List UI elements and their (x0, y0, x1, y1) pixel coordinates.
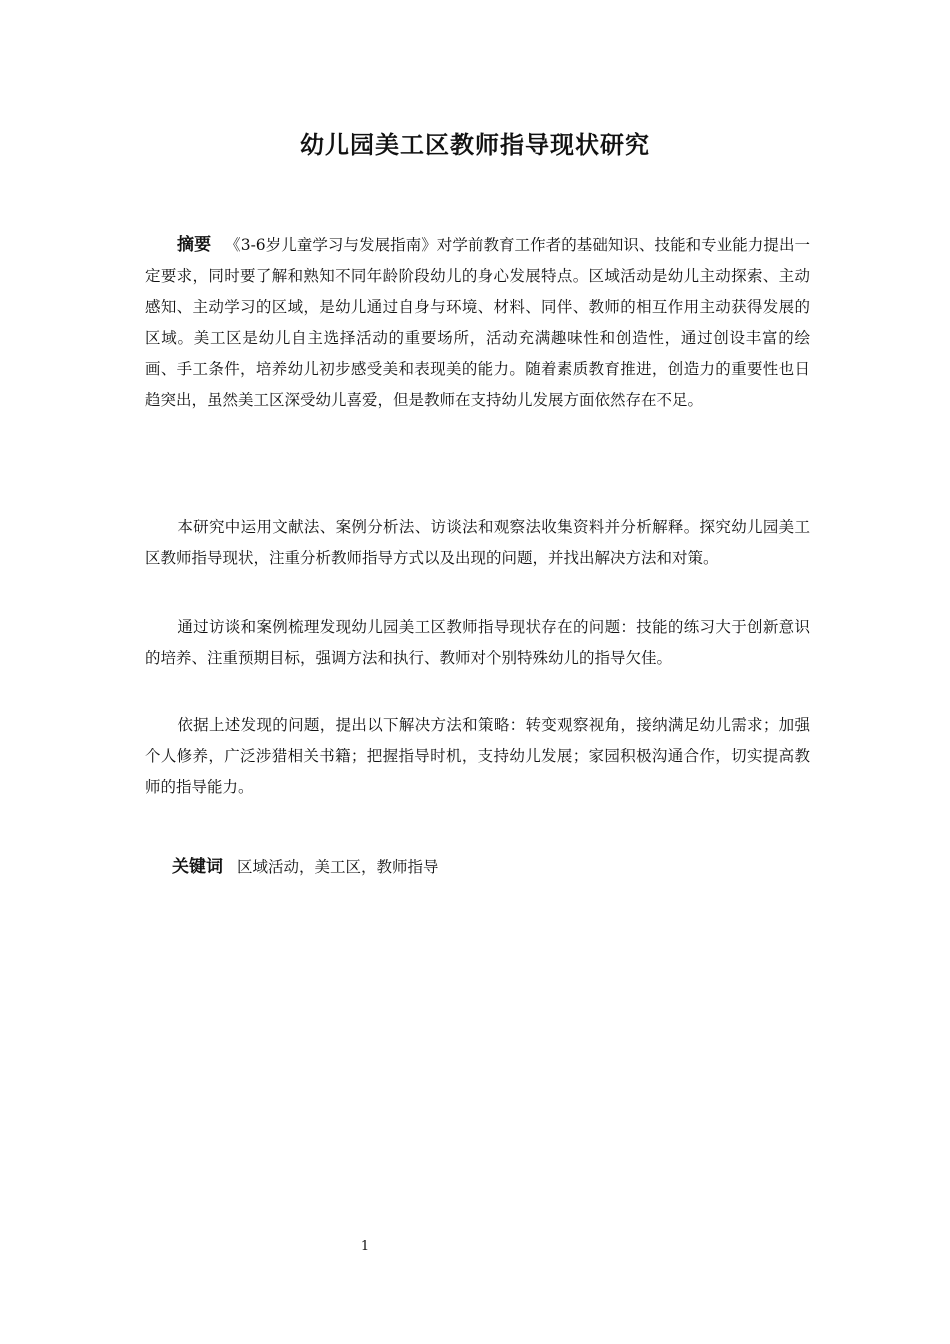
paragraph-text: 通过访谈和案例梳理发现幼儿园美工区教师指导现状存在的问题：技能的练习大于创新意识的培养、注重预期目标，强调方法和执行、教师对个别特殊幼儿的指导欠佳。 (145, 618, 810, 667)
page-number: 1 (360, 1239, 370, 1254)
abstract-text: 《3-6岁儿童学习与发展指南》对学前教育工作者的基础知识、技能和专业能力提出一定要求，同时要了解和熟知不同年龄阶段幼儿的身心发展特点。区域活动是幼儿主动探索、主动感知、主动学习的区域，是幼儿通过自身与环境、材料、同伴、教师的相互作用主动获得发展的区域。美工区是幼儿自主选择活动的重要场所，活动充满趣味性和创造性，通过创设丰富的绘画、手工条件，培养幼儿初步感受美和表现美的能力。随着素质教育推进，创造力的重要性也日趋突出，虽然美工区深受幼儿喜爱，但是教师在支持幼儿发展方面依然存在不足。 (145, 236, 810, 409)
body-paragraph-2 (145, 612, 810, 674)
paragraph-text: 本研究中运用文献法、案例分析法、访谈法和观察法收集资料并分析解释。探究幼儿园美工区教师指导现状，注重分析教师指导方式以及出现的问题，并找出解决方法和对策。 (145, 518, 810, 567)
keywords-label: 关键词 (172, 857, 223, 877)
document-title: 幼儿园美工区教师指导现状研究 (300, 131, 650, 159)
keywords-section (172, 852, 439, 883)
paragraph-text: 依据上述发现的问题，提出以下解决方法和策略：转变观察视角，接纳满足幼儿需求；加强个人修养，广泛涉猎相关书籍；把握指导时机，支持幼儿发展；家园积极沟通合作，切实提高教师的指导能力。 (145, 716, 810, 796)
abstract-section (145, 230, 810, 416)
keywords-text: 区域活动，美工区，教师指导 (237, 858, 439, 876)
abstract-label: 摘要 (177, 235, 212, 255)
body-paragraph-1 (145, 512, 810, 574)
body-paragraph-3 (145, 710, 810, 803)
